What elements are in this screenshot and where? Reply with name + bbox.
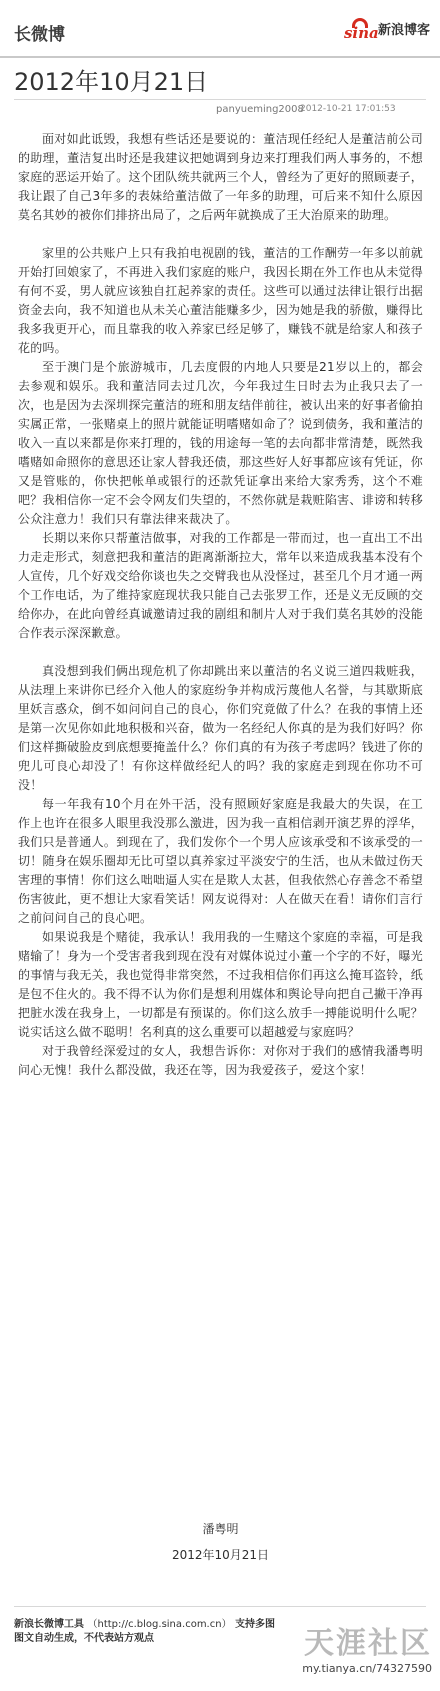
paragraph: 至于澳门是个旅游城市，几去度假的内地人只要是21岁以上的，都会去参观和娱乐。我和董洁同去过几次，今年我过生日时去为止我只去了一次，也是因为去深圳探完董洁的班和朋友结伴前往，被认出来的好事者偷拍实属正常，一张赌桌上的照片就能证明嗜赌如命了？说到债务，我和董洁的收入一直以来都是你来打理的，钱的用途每一笔的去向都非常清楚，既然我嗜赌如命照你的意思还让家人替我还债，那这些好人好事都应该有凭证，你又是管账的，你快把帐单或银行的还款凭证拿出来给大家秀秀，这个不难吧？我相信你一定不会令网友们失望的，不然你就是栽赃陷害、诽谤和转移公众注意力！我们只有靠法律来裁决了。 xyxy=(18,360,423,526)
post-date-title: 2012年10月21日 xyxy=(14,68,209,96)
post-body xyxy=(18,130,423,1080)
divider xyxy=(14,99,426,100)
footer-tool-url[interactable]: （http://c.blog.sina.com.cn） xyxy=(87,1619,232,1630)
paragraph: 每一年我有10个月在外干活，没有照顾好家庭是我最大的失误，在工作上也许在很多人眼里我没那么激进，因为我一直相信剥开演艺界的浮华，我们只是普通人。到现在了，我们发你个一个男人应该承受和不该承受的一切！随身在娱乐圈却无比可望以真养家过平淡安宁的生活，也从未做过伤天害理的事情！你们这么咄咄逼人实在是欺人太甚，但我依然心存善念不希望伤害彼此，更不想让大家看笑话！网友说得对：人在做天在看！请你们言行之前问问自己的良心吧。 xyxy=(18,797,423,925)
signature-date: 2012年10月21日 xyxy=(171,1548,270,1562)
paragraph: 如果说我是个赌徒，我承认！我用我的一生赌这个家庭的幸福，可是我赌输了！身为一个受害者我到现在没有对媒体说过小董一个字的不好，曝光的事情与我无关，我也觉得非常突然，不过我相信你们再这么掩耳盗铃，纸是包不住火的。我不得不认为你们是想利用媒体和舆论导向把自己撇干净再把脏水泼在我身上，一切都是有预谋的。你们这么放手一搏能说明什么呢？说实话这么做不聪明！名利真的这么重要可以超越爱与家庭吗？ xyxy=(18,930,423,1039)
paragraph: 面对如此诋毁，我想有些话还是要说的：董洁现任经纪人是董洁前公司的助理，董洁复出时还是我建议把她调到身边来打理我们两人事务的，不想家庭的恶运开始了。这个团队统共就两三个人，曾经为了更好的照顾妻子，我让跟了自己3年多的表妹给董洁做了一年多的助理，可后来不知什么原因莫名其妙的被你们排挤出局了，之后两年就换成了王大治原来的助理。 xyxy=(18,132,423,222)
tianya-watermark xyxy=(302,1628,432,1675)
divider xyxy=(14,1606,426,1607)
footer-disclaimer: 图文自动生成，不代表站方观点 xyxy=(14,1633,154,1644)
paragraph: 长期以来你只帮董洁做事，对我的工作都是一带而过，也一直出工不出力走走形式，刻意把我和董洁的距离渐渐拉大，常年以来造成我基本没有个人宣传，几个好戏交给你谈也失之交臂我也从没怪过，甚至几个月才通一两个工作电话，为了维持家庭现状我只能自己去张罗工作，还是义无反顾的交给你办，在此向曾经真诚邀请过我的剧组和制片人对于我们莫名其妙的没能合作表示深深歉意。 xyxy=(18,531,423,640)
sina-blog-brand[interactable] xyxy=(344,16,430,40)
footer xyxy=(14,1618,275,1646)
signature-name: 潘粤明 xyxy=(202,1522,239,1536)
watermark-logo: 天涯社区 xyxy=(304,1626,432,1661)
footer-tool-suffix: 支持多图 xyxy=(235,1619,276,1630)
watermark-url: my.tianya.cn/74327590 xyxy=(302,1662,432,1675)
paragraph: 对于我曾经深爱过的女人，我想告诉你：对你对于我们的感情我潘粤明问心无愧！我什么都没做，我还在等，因为我爱孩子，爱这个家！ xyxy=(18,1044,423,1077)
brand-name: 新浪博客 xyxy=(377,22,430,38)
paragraph: 家里的公共账户上只有我拍电视剧的钱，董洁的工作酬劳一年多以前就开始打回娘家了，不再进入我们家庭的账户，我因长期在外工作也从未觉得有何不妥，男人就应该独自扛起养家的责任。这些可以通过法律让银行出据资金去向，我不知道也从未关心董洁能赚多少，因为她是我的骄傲，赚得比我多我更开心，而且靠我的收入养家已经足够了，赚钱不就是给家人和孩子花的吗。 xyxy=(18,246,423,355)
paragraph: 真没想到我们俩出现危机了你却跳出来以董洁的名义说三道四栽赃我，从法理上来讲你已经介入他人的家庭纷争并构成污蔑他人名誉，与其歇斯底里妖言惑众，倒不如问问自己的良心，你们究竟做了什么？在我的事情上还是第一次见你如此地积极和兴奋，做为一名经纪人你真的是为我们好吗？你们这样撕破脸皮到底想要掩盖什么？你们真的有为孩子考虑吗？钱进了你的兜儿可良心却没了！有你这样做经纪人的吗？我的家庭走到现在你功不可没！ xyxy=(18,664,423,792)
post-timestamp: 2012-10-21 17:01:53 xyxy=(300,104,396,114)
sina-eye-logo-icon: sina xyxy=(344,16,374,40)
header-title: 长微博 xyxy=(14,25,65,45)
page-header xyxy=(0,0,440,58)
footer-tool-name: 新浪长微博工具 xyxy=(14,1619,84,1630)
post-author[interactable]: panyueming2008 xyxy=(216,104,304,115)
